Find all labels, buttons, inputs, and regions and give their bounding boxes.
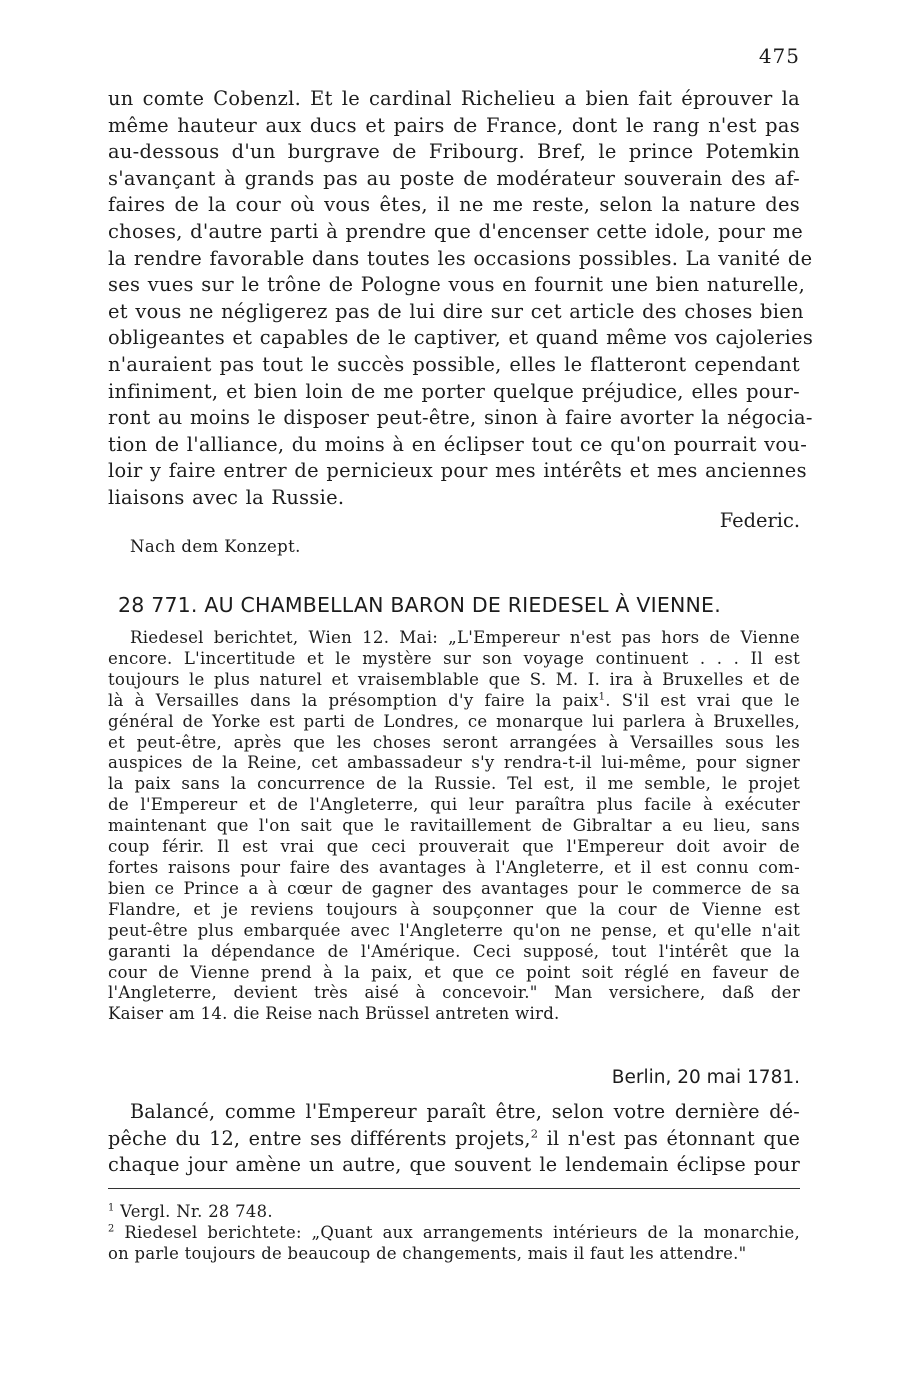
main-paragraph: [108, 86, 814, 512]
footnote-ref: 2: [530, 1126, 539, 1141]
text-line: cour de Vienne prend à la paix, et que ce point soit réglé en faveur de: [108, 962, 800, 982]
text-line: [108, 691, 800, 712]
page-number: 475: [758, 44, 800, 68]
report-summary: [108, 628, 800, 1025]
text-line: chaque jour amène un autre, que souvent le lendemain éclipse pour: [108, 1153, 800, 1177]
text-line: et vous ne négligerez pas de lui dire sur cet article des choses bien: [108, 299, 804, 323]
footnote-text: on parle toujours de beaucoup de changements, mais il faut les attendre.": [108, 1244, 747, 1263]
text-line: s'avançant à grands pas au poste de modérateur souverain des af-: [108, 166, 800, 190]
text-line: auspices de la Reine, cet ambassadeur s'y rendra-t-il lui-même, pour signer: [108, 753, 800, 773]
text-line: garanti la dépendance de l'Amérique. Ceci supposé, tout l'intérêt que la: [108, 941, 800, 961]
text-line: Flandre, et je reviens toujours à soupçonner que la cour de Vienne est: [108, 899, 800, 919]
text-line: au-dessous d'un burgrave de Fribourg. Bref, le prince Potemkin: [108, 140, 800, 164]
text-line: infiniment, et bien loin de me porter quelque préjudice, elles pour-: [108, 379, 800, 403]
footnote-text: Riedesel berichtete: „Quant aux arrangements intérieurs de la monarchie,: [124, 1223, 800, 1242]
letter-body: [108, 1099, 800, 1179]
text-line: Riedesel berichtet, Wien 12. Mai: „L'Empereur n'est pas hors de Vienne: [130, 628, 800, 647]
text-line: n'auraient pas tout le succès possible, elles le flatteront cependant: [108, 352, 800, 376]
footnote-ref: 1: [598, 691, 606, 703]
footnote-mark: 1: [108, 1202, 115, 1214]
text-line: obligeantes et capables de le captiver, et quand même vos cajoleries: [108, 326, 814, 350]
text-line: la paix sans la concurrence de la Russie. Tel est, il me semble, le projet: [108, 774, 800, 794]
footnote: [108, 1222, 800, 1243]
text-fragment: il n'est pas étonnant que: [538, 1126, 801, 1150]
text-line: général de Yorke est parti de Londres, ce monarque lui parlera à Bruxelles,: [108, 711, 800, 731]
source-note: Nach dem Konzept.: [130, 537, 301, 556]
text-line: maintenant que l'on sait que le ravitaillement de Gibraltar a eu lieu, sans: [108, 816, 800, 836]
text-line: coup férir. Il est vrai que ceci prouverait que l'Empereur doit avoir de: [108, 837, 800, 857]
text-line: Balancé, comme l'Empereur paraît être, selon votre dernière dé-: [130, 1100, 800, 1123]
text-line: faires de la cour où vous êtes, il ne me reste, selon la nature des: [108, 193, 800, 217]
text-line: loir y faire entrer de pernicieux pour mes intérêts et mes anciennes: [108, 459, 807, 483]
text-line: même hauteur aux ducs et pairs de France, dont le rang n'est pas: [108, 113, 800, 137]
text-line: un comte Cobenzl. Et le cardinal Richelieu a bien fait éprouver la: [108, 87, 800, 110]
text-line: fortes raisons pour faire des avantages à l'Angleterre, et il est connu com-: [108, 857, 800, 877]
text-line: toujours le plus naturel et vraisemblable que S. M. I. ira à Bruxelles et de: [108, 669, 800, 689]
dateline: Berlin, 20 mai 1781.: [611, 1067, 800, 1088]
text-line: encore. L'incertitude et le mystère sur son voyage continuent . . . Il est: [108, 648, 800, 668]
signature: Federic.: [719, 509, 800, 532]
text-line: Kaiser am 14. die Reise nach Brüssel antreten wird.: [108, 1004, 560, 1024]
text-fragment: . S'il est vrai que le: [605, 690, 800, 710]
text-line: ront au moins le disposer peut-être, sinon à faire avorter la négocia-: [108, 406, 813, 430]
footnote-divider: [108, 1188, 800, 1189]
footnotes: [108, 1201, 800, 1264]
text-line: liaisons avec la Russie.: [108, 485, 345, 509]
text-line: tion de l'alliance, du moins à en éclipser tout ce qu'on pourrait vou-: [108, 432, 808, 456]
text-line: l'Angleterre, devient très aisé à concevoir." Man versichere, daß der: [108, 983, 800, 1003]
text-line: la rendre favorable dans toutes les occasions possibles. La vanité de: [108, 246, 813, 270]
footnote-mark: 2: [108, 1223, 115, 1235]
text-fragment: pêche du 12, entre ses différents projets,: [108, 1126, 531, 1150]
text-fragment: là à Versailles dans la présomption d'y faire la paix: [108, 690, 599, 710]
footnote: [108, 1201, 800, 1222]
text-line: [108, 1126, 800, 1153]
text-line: ses vues sur le trône de Pologne vous en fournit une bien naturelle,: [108, 273, 806, 297]
text-line: et peut-être, après que les choses seront arrangées à Versailles sous les: [108, 732, 800, 752]
footnote-text: Vergl. Nr. 28 748.: [120, 1202, 273, 1221]
text-line: choses, d'autre parti à prendre que d'encenser cette idole, pour me: [108, 219, 804, 243]
text-line: peut-être plus embarquée avec l'Angleterre qu'on ne pense, et qu'elle n'ait: [108, 920, 800, 940]
text-line: bien ce Prince a à cœur de gagner des avantages pour le commerce de sa: [108, 878, 800, 898]
document-heading: 28 771. AU CHAMBELLAN BARON DE RIEDESEL À VIENNE.: [118, 593, 721, 617]
text-line: de l'Empereur et de l'Angleterre, qui leur paraîtra plus facile à exécuter: [108, 795, 800, 815]
